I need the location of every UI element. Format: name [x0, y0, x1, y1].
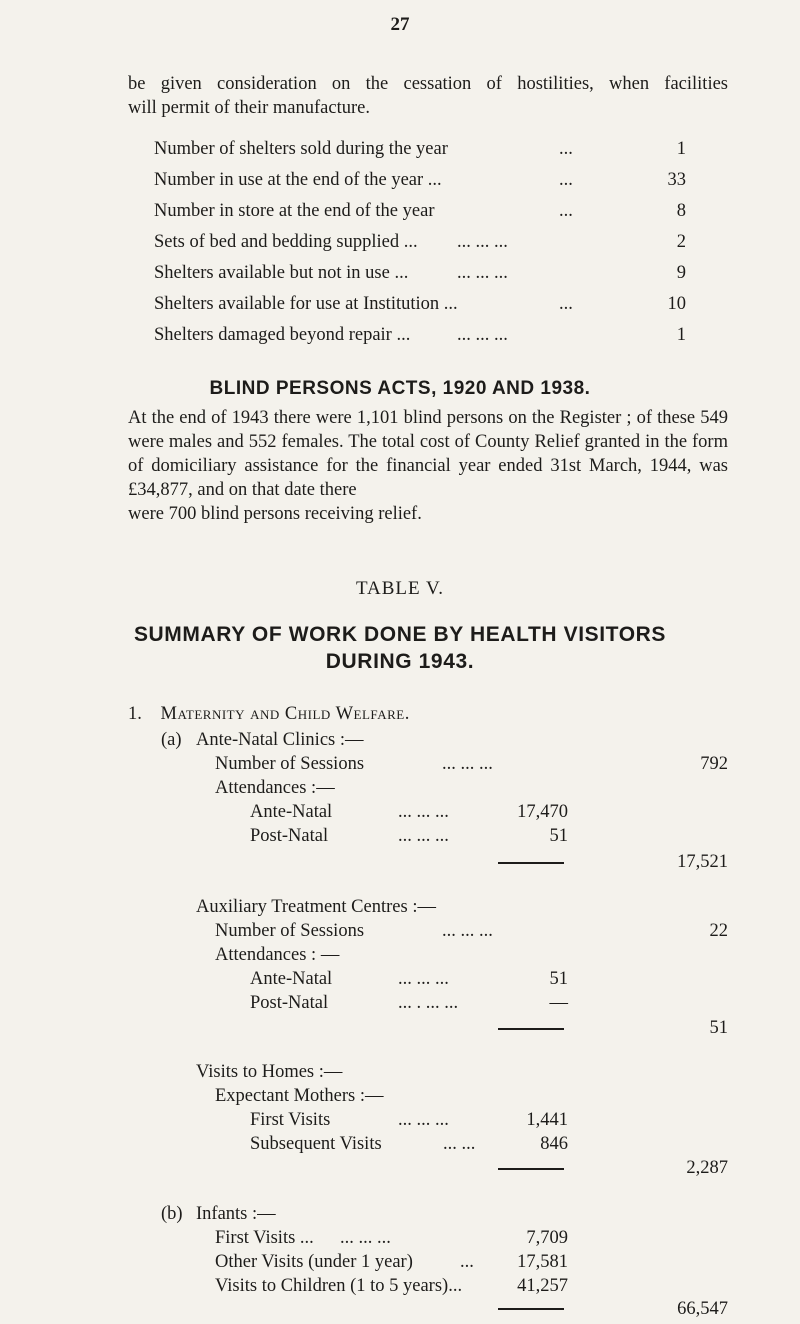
row-label: Visits to Children (1 to 5 years)...	[215, 1276, 463, 1296]
row-value: 1,441	[526, 1110, 568, 1130]
shelters-row	[154, 263, 686, 294]
row-label: Post-Natal	[250, 993, 329, 1013]
page-number: 27	[390, 14, 410, 35]
blind-persons-paragraph	[128, 406, 728, 526]
leader-dots: ... ... ...	[398, 826, 449, 846]
row-label: Attendances : —	[215, 945, 340, 965]
row-label: First Visits	[250, 1110, 331, 1130]
shelters-row-label: Shelters damaged beyond repair ...	[154, 325, 411, 345]
total-value: 66,547	[677, 1299, 728, 1319]
shelters-row-label: Shelters available but not in use ...	[154, 263, 409, 283]
row-value: 51	[549, 969, 568, 989]
section-heading	[128, 704, 410, 725]
subsection-title: Auxiliary Treatment Centres :—	[196, 897, 436, 917]
shelters-row	[154, 232, 686, 263]
row-label: Number of Sessions	[215, 921, 365, 941]
total-value: 17,521	[677, 852, 728, 872]
row-label: Attendances :—	[215, 778, 335, 798]
section-title: Maternity and Child Welfare.	[160, 704, 410, 724]
table-title: TABLE V.	[355, 578, 445, 599]
subsection-title: Infants :—	[196, 1204, 276, 1224]
shelters-row-value: 1	[676, 139, 686, 159]
shelters-row-value: 2	[676, 232, 686, 252]
leader-dots: ... ... ...	[457, 325, 508, 345]
leader-dots: ...	[559, 201, 573, 221]
subsection-title: Visits to Homes :—	[196, 1062, 343, 1082]
table-summary-subheading: DURING 1943.	[325, 650, 475, 673]
shelters-row	[154, 325, 686, 356]
leader-dots: ... ... ...	[398, 1110, 449, 1130]
shelters-row	[154, 139, 686, 170]
table-summary-heading: SUMMARY OF WORK DONE BY HEALTH VISITORS	[133, 623, 667, 646]
subsection-label: (a)	[161, 730, 182, 750]
leader-dots: ...	[559, 170, 573, 190]
intro-line-1: be given consideration on the cessation of hostilities, when facilities	[128, 74, 728, 94]
leader-dots: ...	[460, 1252, 474, 1272]
shelters-row-label: Sets of bed and bedding supplied ...	[154, 232, 418, 252]
leader-dots: ... . ... ...	[398, 993, 459, 1013]
shelters-row-label: Shelters available for use at Institution ...	[154, 294, 458, 314]
shelters-row-value: 33	[667, 170, 686, 190]
blind-persons-text-last: were 700 blind persons receiving relief.	[128, 504, 422, 524]
subtotal-rule	[498, 1028, 564, 1030]
leader-dots: ... ...	[443, 1134, 476, 1154]
leader-dots: ... ... ...	[340, 1228, 391, 1248]
shelters-row-value: 8	[676, 201, 686, 221]
shelters-row-value: 10	[667, 294, 686, 314]
row-value: 7,709	[526, 1228, 568, 1248]
total-value: 2,287	[686, 1158, 728, 1178]
leader-dots: ... ... ...	[457, 263, 508, 283]
shelters-row-label: Number in store at the end of the year	[154, 201, 435, 221]
blind-persons-heading: BLIND PERSONS ACTS, 1920 AND 1938.	[209, 378, 591, 399]
row-value: 17,581	[517, 1252, 568, 1272]
total-value: 22	[709, 921, 728, 941]
row-label: Expectant Mothers :—	[215, 1086, 384, 1106]
row-value: 41,257	[517, 1276, 568, 1296]
shelters-row	[154, 294, 686, 325]
shelters-row	[154, 201, 686, 232]
subsection-label: (b)	[161, 1204, 183, 1224]
row-label: Post-Natal	[250, 826, 329, 846]
shelters-list	[154, 139, 686, 356]
row-label: Subsequent Visits	[250, 1134, 382, 1154]
leader-dots: ... ... ...	[442, 921, 493, 941]
shelters-row-value: 9	[676, 263, 686, 283]
section-number: 1.	[128, 704, 142, 724]
row-value: 17,470	[517, 802, 568, 822]
row-label: Number of Sessions	[215, 754, 365, 774]
subtotal-rule	[498, 862, 564, 864]
row-value: 51	[549, 826, 568, 846]
leader-dots: ... ... ...	[398, 802, 449, 822]
leader-dots: ...	[559, 139, 573, 159]
intro-line-2: will permit of their manufacture.	[128, 98, 370, 118]
subtotal-rule	[498, 1308, 564, 1310]
row-label: Ante-Natal	[250, 969, 333, 989]
leader-dots: ... ... ...	[398, 969, 449, 989]
total-value: 51	[709, 1018, 728, 1038]
row-label: Other Visits (under 1 year)	[215, 1252, 413, 1272]
subtotal-rule	[498, 1168, 564, 1170]
blind-persons-text: At the end of 1943 there were 1,101 blind persons on the Register ; of these 549 were males and 552 females. The total cost of County Relief granted in the form of domiciliary assistance for the financial year ended 31st March, 1944, was £34,877, and on that date there	[128, 408, 728, 500]
shelters-row-value: 1	[676, 325, 686, 345]
total-value: 792	[700, 754, 728, 774]
row-value: —	[549, 993, 568, 1013]
row-value: 846	[540, 1134, 568, 1154]
subsection-title: Ante-Natal Clinics :—	[196, 730, 364, 750]
shelters-row-label: Number in use at the end of the year ...	[154, 170, 442, 190]
leader-dots: ... ... ...	[442, 754, 493, 774]
leader-dots: ...	[559, 294, 573, 314]
row-label: Ante-Natal	[250, 802, 333, 822]
leader-dots: ... ... ...	[457, 232, 508, 252]
row-label: First Visits ...	[215, 1228, 314, 1248]
shelters-row	[154, 170, 686, 201]
intro-paragraph	[128, 72, 728, 120]
shelters-row-label: Number of shelters sold during the year	[154, 139, 448, 159]
